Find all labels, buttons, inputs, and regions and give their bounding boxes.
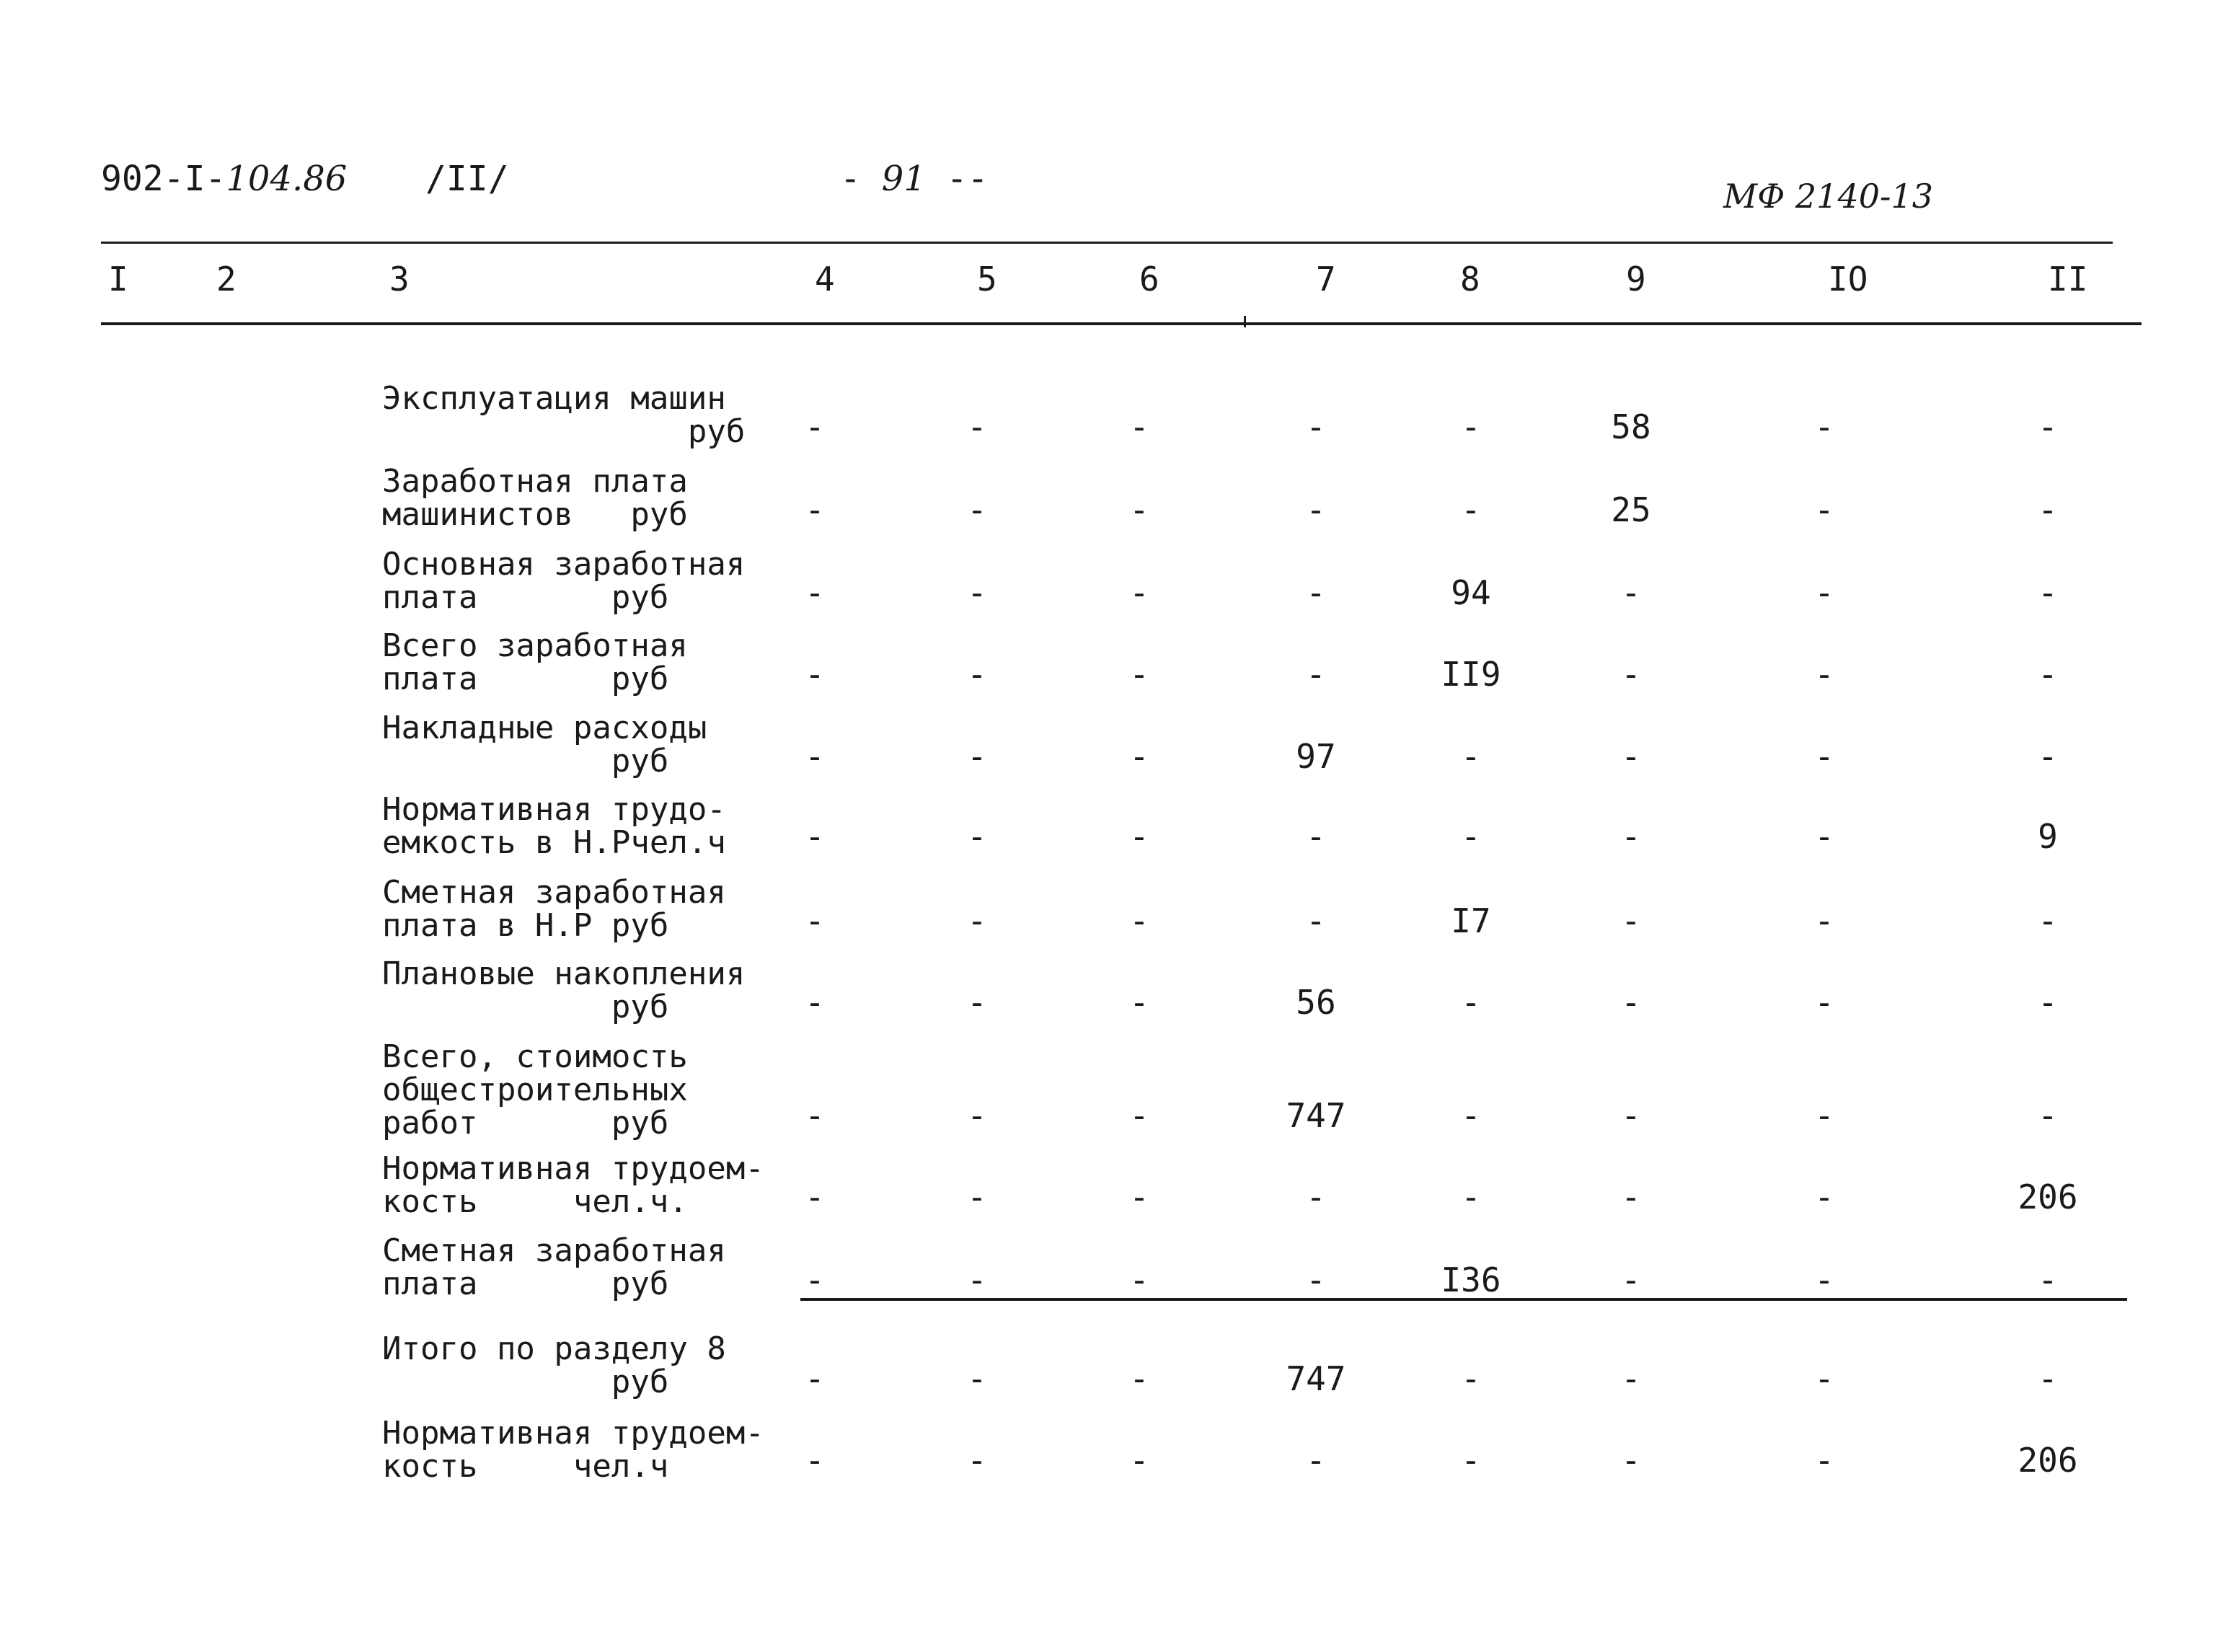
column-number: II <box>2048 260 2088 299</box>
row-label-line: машинистов руб <box>382 496 688 533</box>
header-rule <box>101 322 2142 325</box>
table-cell: - <box>1621 1359 1641 1398</box>
table-cell: 206 <box>2018 1441 2078 1480</box>
sheet-number: /II/ <box>425 159 509 199</box>
header-tick <box>1244 316 1246 327</box>
row-label <box>382 955 786 1025</box>
table-cell: - <box>1129 817 1149 856</box>
table-cell: - <box>2038 407 2058 446</box>
top-rule <box>101 242 2113 244</box>
table-cell: - <box>1129 407 1149 446</box>
table-cell: - <box>805 1260 825 1299</box>
row-label-line: Заработная плата <box>382 463 688 500</box>
row-label-line: кость чел.ч <box>382 1448 669 1485</box>
table-cell: I36 <box>1441 1260 1501 1299</box>
table-cell: - <box>1129 1178 1149 1216</box>
table-cell: - <box>1621 655 1641 694</box>
table-cell: - <box>2038 901 2058 940</box>
table-cell: - <box>1129 655 1149 694</box>
row-label-line: Итого по разделу 8 <box>382 1330 726 1367</box>
table-cell: - <box>1306 655 1326 694</box>
table-cell: - <box>1306 407 1326 446</box>
table-cell: - <box>1461 983 1481 1022</box>
row-label <box>382 793 786 860</box>
table-cell: - <box>967 1096 987 1135</box>
table-cell: - <box>1621 1096 1641 1135</box>
table-cell: 25 <box>1611 490 1651 529</box>
table-cell: - <box>967 901 987 940</box>
table-cell: - <box>805 1441 825 1480</box>
row-label <box>382 1330 786 1400</box>
row-label-line: Сметная заработная <box>382 1232 726 1269</box>
row-label-line: плата руб <box>382 1265 669 1302</box>
table-cell: - <box>967 655 987 694</box>
row-label-line: Всего, стоимость <box>382 1038 688 1075</box>
table-cell: - <box>1621 1178 1641 1216</box>
table-cell: - <box>1814 490 1834 529</box>
code-handwritten: МФ 2140-13 <box>1723 177 1934 216</box>
table-cell: - <box>1621 737 1641 776</box>
column-number: 9 <box>1626 260 1646 299</box>
table-cell: - <box>2038 1359 2058 1398</box>
table-cell: - <box>967 573 987 612</box>
row-label-line: плата в Н.Р руб <box>382 907 669 944</box>
column-number: 2 <box>216 260 237 299</box>
table-cell: - <box>1461 1178 1481 1216</box>
page-number: - 91 -- <box>840 159 989 199</box>
doc-number <box>101 159 347 199</box>
table-cell: - <box>805 490 825 529</box>
table-cell: - <box>967 983 987 1022</box>
table-cell: - <box>967 407 987 446</box>
table-cell: - <box>805 1096 825 1135</box>
doc-number-printed: 902-I- <box>101 159 226 199</box>
row-label-line: Основная заработная <box>382 546 746 583</box>
table-cell: - <box>1306 1260 1326 1299</box>
table-cell: - <box>1129 1260 1149 1299</box>
row-label-line: Нормативная трудоем- <box>382 1150 764 1187</box>
table-cell: 97 <box>1296 737 1336 776</box>
table-cell: - <box>1621 1441 1641 1480</box>
table-cell: - <box>1461 737 1481 776</box>
table-cell: - <box>1129 573 1149 612</box>
row-label-line: Плановые накопления <box>382 955 746 992</box>
table-cell: 94 <box>1451 573 1491 612</box>
table-cell: 747 <box>1286 1096 1346 1135</box>
column-number: 7 <box>1316 260 1336 299</box>
row-label-line: работ руб <box>382 1105 669 1141</box>
table-cell: - <box>1306 1178 1326 1216</box>
table-cell: 9 <box>2038 817 2058 856</box>
row-label-line: Эксплуатация машин <box>382 380 726 417</box>
table-cell: - <box>967 490 987 529</box>
table-cell: - <box>805 655 825 694</box>
column-number: 3 <box>389 260 410 299</box>
table-cell: - <box>967 1359 987 1398</box>
table-cell: - <box>1814 1260 1834 1299</box>
table-cell: - <box>805 817 825 856</box>
table-cell: - <box>1814 573 1834 612</box>
table-cell: - <box>2038 983 2058 1022</box>
table-cell: - <box>967 1178 987 1216</box>
row-label <box>382 548 786 614</box>
row-label-line: Сметная заработная <box>382 874 726 911</box>
table-cell: - <box>1129 490 1149 529</box>
table-cell: - <box>2038 737 2058 776</box>
row-label <box>382 1152 786 1219</box>
table-cell: - <box>1814 1096 1834 1135</box>
table-cell: - <box>1621 901 1641 940</box>
table-cell: I7 <box>1451 901 1491 940</box>
table-cell: 206 <box>2018 1178 2078 1216</box>
row-label-line: руб <box>382 743 669 779</box>
table-cell: - <box>967 737 987 776</box>
table-cell: - <box>1814 1441 1834 1480</box>
row-label <box>382 465 786 531</box>
row-label <box>382 627 786 697</box>
table-cell: - <box>1461 1096 1481 1135</box>
table-cell: - <box>1814 1178 1834 1216</box>
row-label-line: плата руб <box>382 661 669 697</box>
row-label <box>382 382 786 449</box>
table-cell: - <box>1814 737 1834 776</box>
table-cell: - <box>1621 983 1641 1022</box>
table-cell: - <box>1814 817 1834 856</box>
table-cell: - <box>1129 1441 1149 1480</box>
row-label-line: Нормативная трудо- <box>382 791 726 828</box>
table-cell: - <box>1814 407 1834 446</box>
table-cell: - <box>805 983 825 1022</box>
column-number: 4 <box>815 260 835 299</box>
row-label-line: плата руб <box>382 579 669 616</box>
table-cell: - <box>805 737 825 776</box>
table-cell: II9 <box>1441 655 1501 694</box>
table-cell: - <box>967 1260 987 1299</box>
table-cell: - <box>2038 573 2058 612</box>
table-cell: - <box>805 901 825 940</box>
table-cell: - <box>1129 1096 1149 1135</box>
row-label-line: руб <box>382 989 669 1025</box>
table-cell: - <box>1621 817 1641 856</box>
table-cell: 58 <box>1611 407 1651 446</box>
column-number: 8 <box>1460 260 1480 299</box>
table-cell: 747 <box>1286 1359 1346 1398</box>
row-label-line: Накладные расходы <box>382 710 707 746</box>
row-label-line: руб <box>382 413 746 450</box>
table-cell: - <box>1306 490 1326 529</box>
row-label-line: общестроительных <box>382 1072 688 1108</box>
row-label <box>382 1234 786 1301</box>
table-cell: - <box>805 1359 825 1398</box>
row-label-line: емкость в Н.Рчел.ч <box>382 824 726 861</box>
table-cell: - <box>805 573 825 612</box>
row-label-line: кость чел.ч. <box>382 1183 688 1220</box>
table-cell: - <box>1814 983 1834 1022</box>
table-cell: - <box>1814 655 1834 694</box>
table-cell: - <box>2038 655 2058 694</box>
table-cell: - <box>1814 901 1834 940</box>
table-cell: - <box>1621 573 1641 612</box>
table-cell: - <box>1129 1359 1149 1398</box>
table-cell: - <box>1306 1441 1326 1480</box>
table-cell: - <box>1461 817 1481 856</box>
table-cell: - <box>1461 407 1481 446</box>
table-cell: - <box>1306 901 1326 940</box>
table-cell: - <box>805 1178 825 1216</box>
table-cell: - <box>1621 1260 1641 1299</box>
table-cell: - <box>967 817 987 856</box>
column-number: 6 <box>1139 260 1159 299</box>
table-cell: - <box>805 407 825 446</box>
row-label-line: Всего заработная <box>382 627 688 664</box>
table-cell: - <box>2038 1096 2058 1135</box>
table-cell: - <box>1461 1359 1481 1398</box>
table-cell: - <box>1129 901 1149 940</box>
table-cell: - <box>2038 490 2058 529</box>
table-cell: - <box>1461 490 1481 529</box>
table-cell: - <box>1461 1441 1481 1480</box>
doc-number-handwritten: 104.86 <box>226 159 348 199</box>
row-label <box>382 1417 786 1483</box>
column-number: IO <box>1828 260 1868 299</box>
row-label <box>382 876 786 942</box>
table-cell: - <box>1306 573 1326 612</box>
table-cell: - <box>1306 817 1326 856</box>
table-cell: 56 <box>1296 983 1336 1022</box>
table-cell: - <box>1129 737 1149 776</box>
column-number: 5 <box>977 260 997 299</box>
row-label <box>382 712 786 778</box>
row-label-line: руб <box>382 1364 669 1400</box>
row-label <box>382 1038 786 1141</box>
row-label-line: Нормативная трудоем- <box>382 1415 764 1452</box>
page-number-handwritten: 91 <box>881 159 926 199</box>
table-cell: - <box>2038 1260 2058 1299</box>
table-cell: - <box>967 1441 987 1480</box>
table-cell: - <box>1814 1359 1834 1398</box>
column-number: I <box>108 260 128 299</box>
table-cell: - <box>1129 983 1149 1022</box>
